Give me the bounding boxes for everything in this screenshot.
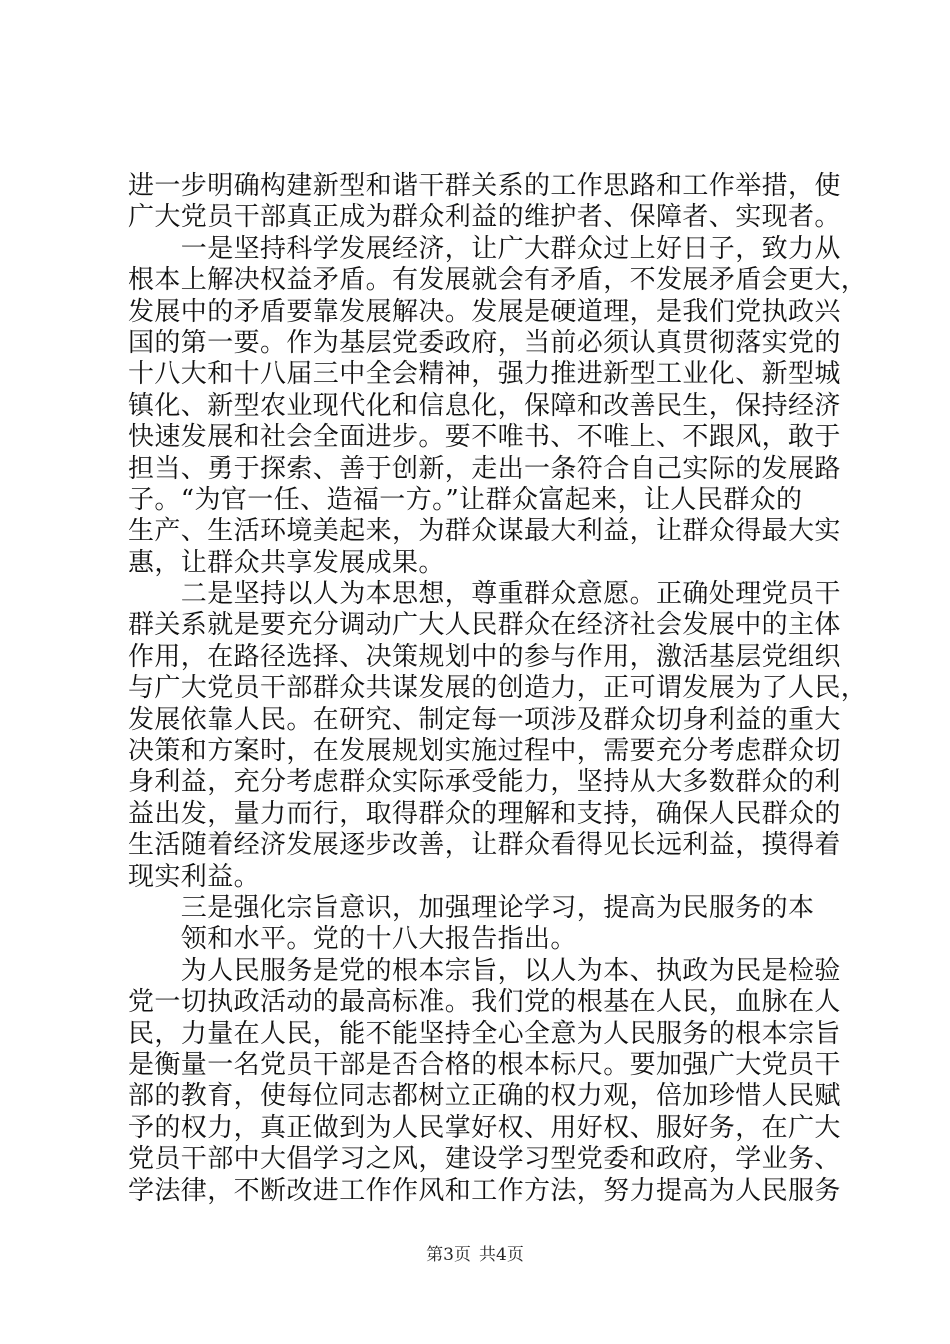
text-line: 党员干部中大倡学习之风，建设学习型党委和政府，学业务、 [128,1144,841,1175]
text-line: 学法律，不断改进工作作风和工作方法，努力提高为人民服务 [128,1175,841,1206]
text-line: 是衡量一名党员干部是否合格的根本标尺。要加强广大党员干 [128,1049,841,1080]
text-line: 担当、勇于探索、善于创新，走出一条符合自己实际的发展路 [128,453,841,484]
text-line: 快速发展和社会全面进步。要不唯书、不唯上、不跟风，敢于 [128,422,841,453]
text-line: 现实利益。 [128,861,261,892]
body-text [128,171,868,1207]
text-line: 根本上解决权益矛盾。有发展就会有矛盾，不发展矛盾会更大， [128,265,868,296]
text-line: 三是强化宗旨意识，加强理论学习，提高为民服务的本 [128,892,815,923]
text-line: 广大党员干部真正成为群众利益的维护者、保障者、实现者。 [128,202,841,233]
text-line: 益出发，量力而行，取得群众的理解和支持，确保人民群众的 [128,798,841,829]
text-line: 予的权力，真正做到为人民掌好权、用好权、服好务，在广大 [128,1112,841,1143]
text-line: 国的第一要。作为基层党委政府，当前必须认真贯彻落实党的 [128,327,841,358]
text-line: 民，力量在人民，能不能坚持全心全意为人民服务的根本宗旨 [128,1018,841,1049]
page-total: 共4页 [479,1245,524,1265]
text-line: 镇化、新型农业现代化和信息化，保障和改善民生，保持经济 [128,390,841,421]
text-line: 生活随着经济发展逐步改善，让群众看得见长远利益，摸得着 [128,830,841,861]
page-footer [0,1244,950,1266]
page-number: 第3页 [426,1245,471,1265]
text-line: 进一步明确构建新型和谐干群关系的工作思路和工作举措，使 [128,171,841,201]
text-line: 发展中的矛盾要靠发展解决。发展是硬道理，是我们党执政兴 [128,296,841,327]
text-line: 为人民服务是党的根本宗旨，以人为本、执政为民是检验 [128,955,841,986]
text-line: 党一切执政活动的最高标准。我们党的根基在人民，血脉在人 [128,987,841,1018]
text-line: 身利益，充分考虑群众实际承受能力，坚持从大多数群众的利 [128,767,841,798]
text-line: 与广大党员干部群众共谋发展的创造力，正可谓发展为了人民， [128,673,868,704]
text-line: 决策和方案时，在发展规划实施过程中，需要充分考虑群众切 [128,736,841,767]
text-line: 十八大和十八届三中全会精神，强力推进新型工业化、新型城 [128,359,841,390]
text-line: 群关系就是要充分调动广大人民群众在经济社会发展中的主体 [128,610,841,641]
text-line: 发展依靠人民。在研究、制定每一项涉及群众切身利益的重大 [128,704,841,735]
text-line: 作用，在路径选择、决策规划中的参与作用，激活基层党组织 [128,641,841,672]
text-line: 二是坚持以人为本思想，尊重群众意愿。正确处理党员干 [128,579,841,610]
text-line: 领和水平。党的十八大报告指出。 [128,924,577,955]
text-line: 一是坚持科学发展经济，让广大群众过上好日子，致力从 [128,233,841,264]
text-line: 部的教育，使每位同志都树立正确的权力观，倍加珍惜人民赋 [128,1081,841,1112]
text-line: 惠，让群众共享发展成果。 [128,547,445,578]
text-line: 子。“为官一任、造福一方。”让群众富起来，让人民群众的 [128,484,803,515]
text-line: 生产、生活环境美起来，为群众谋最大利益，让群众得最大实 [128,516,841,547]
